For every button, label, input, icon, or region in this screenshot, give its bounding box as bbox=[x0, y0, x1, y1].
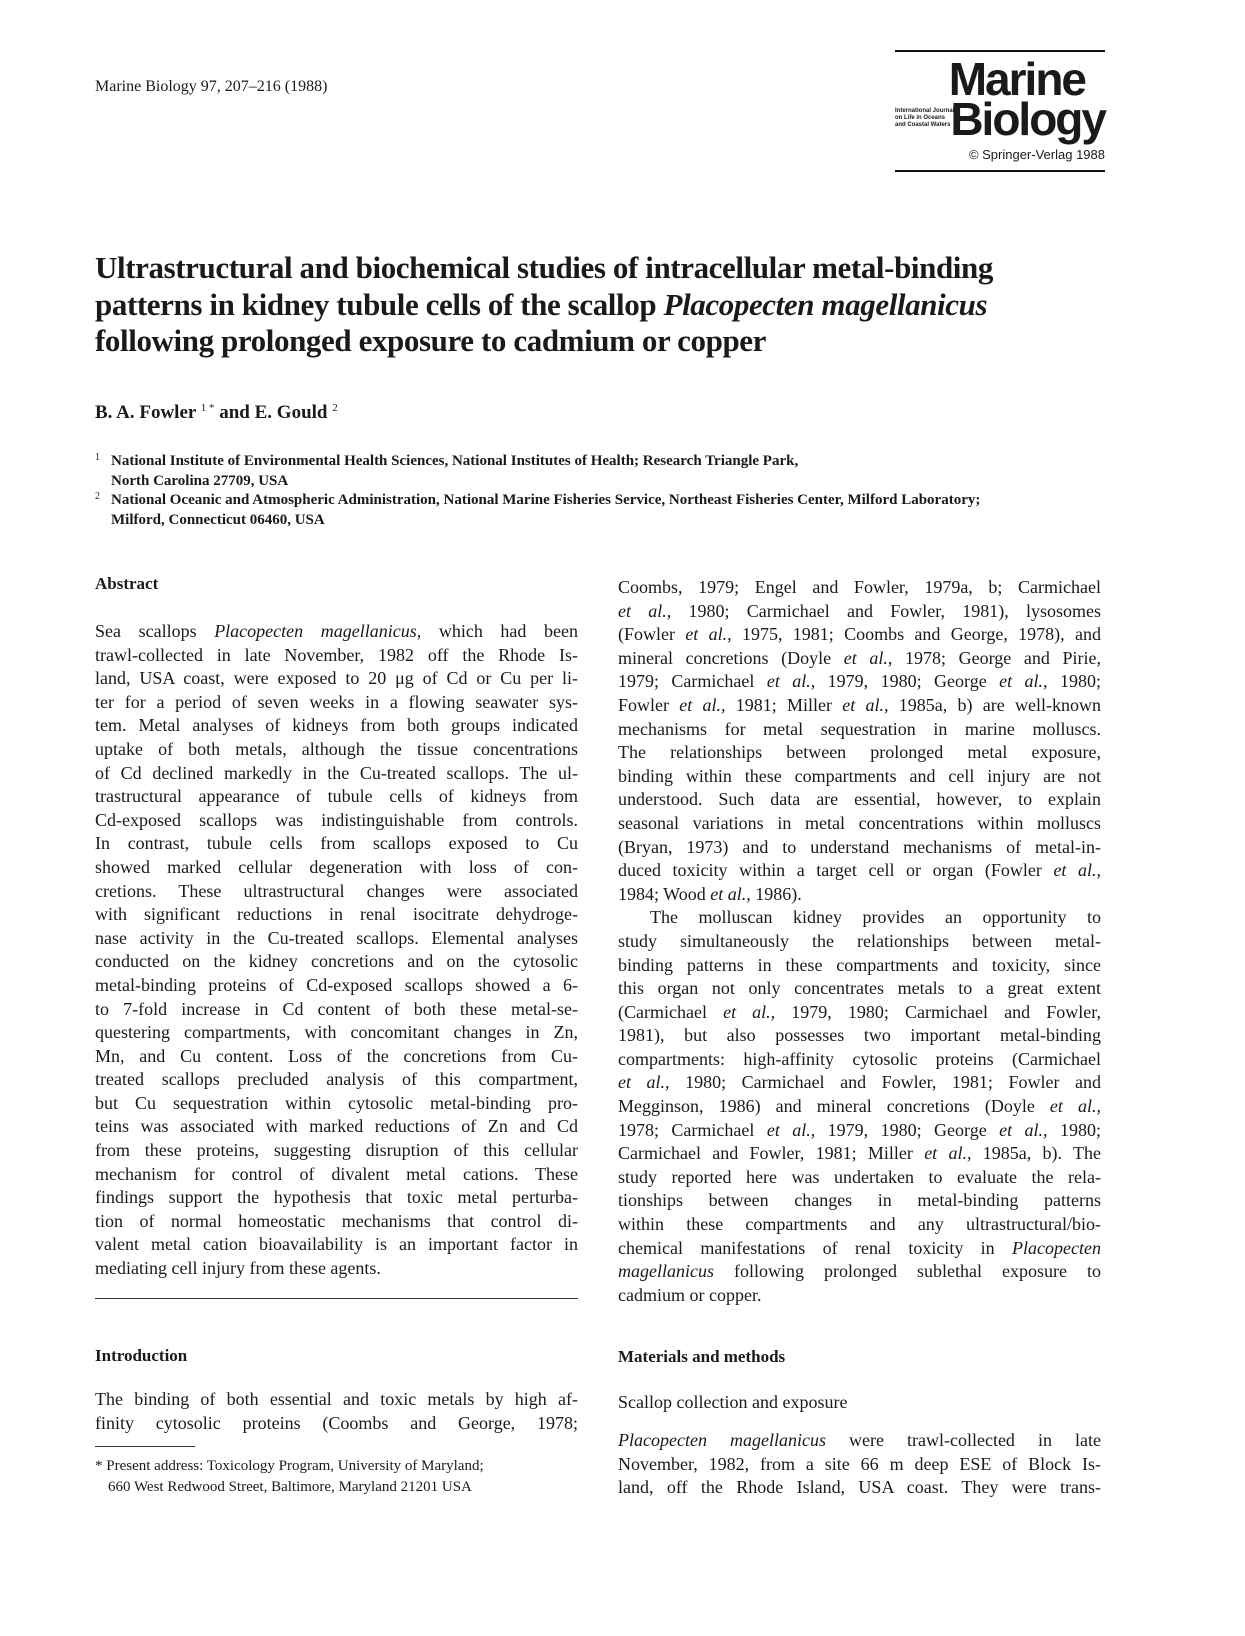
text-line: treated scallops precluded analysis of this compartment, bbox=[95, 1069, 578, 1090]
text-line: tionships between changes in metal-binding patterns bbox=[618, 1190, 1101, 1211]
text-line: (Fowler et al., 1975, 1981; Coombs and George, 1978), and bbox=[618, 624, 1101, 645]
text-line: Coombs, 1979; Engel and Fowler, 1979a, b; Carmichael bbox=[618, 577, 1101, 597]
title-line: patterns in kidney tubule cells of the scallop Placopecten magellanicus bbox=[95, 286, 988, 322]
text-line: land, USA coast, were exposed to 20 μg of Cd or Cu per li- bbox=[95, 668, 578, 689]
footnote bbox=[95, 1456, 578, 1498]
text-line: duced toxicity within a target cell or organ (Fowler et al., bbox=[618, 860, 1102, 881]
text-line: from these proteins, suggesting disruption of this cellular bbox=[95, 1140, 578, 1161]
logo-subtitle-line: and Coastal Waters bbox=[895, 122, 951, 128]
text-line: Carmichael and Fowler, 1981; Miller et al., 1985a, b). The bbox=[618, 1143, 1102, 1164]
text-line: In contrast, tubule cells from scallops exposed to Cu bbox=[95, 833, 578, 854]
text-line: binding within these compartments and cell injury are not bbox=[618, 765, 1101, 786]
abstract-rule bbox=[95, 1298, 578, 1299]
text-line: tion of normal homeostatic mechanisms that control di- bbox=[95, 1210, 578, 1231]
affiliation-text: National Institute of Environmental Health Sciences, National Institutes of Health; Research Triangle Park, bbox=[111, 453, 799, 469]
text-line: chemical manifestations of renal toxicity in Placopecten bbox=[618, 1237, 1101, 1258]
logo-biology: Biology bbox=[950, 93, 1105, 145]
italic-text: et al., bbox=[710, 883, 751, 904]
text-line: finity cytosolic proteins (Coombs and George, 1978; bbox=[95, 1412, 578, 1433]
text-line: Fowler et al., 1981; Miller et al., 1985a, b) are well-known bbox=[618, 694, 1101, 715]
abstract-heading: Abstract bbox=[95, 574, 159, 593]
text-line: questering compartments, with concomitant changes in Zn, bbox=[95, 1022, 578, 1043]
logo-marine: Marine bbox=[948, 53, 1085, 105]
text-line: cretions. These ultrastructural changes were associated bbox=[95, 880, 578, 901]
italic-text: et al., bbox=[679, 694, 726, 715]
text-line: et al., 1980; Carmichael and Fowler, 1981), lysosomes bbox=[618, 600, 1101, 621]
affiliation bbox=[95, 491, 1115, 530]
running-head: Marine Biology 97, 207–216 (1988) bbox=[95, 78, 328, 95]
text-line: tem. Metal analyses of kidneys from both groups indicated bbox=[95, 715, 578, 736]
text-line: study reported here was undertaken to evaluate the rela- bbox=[618, 1166, 1101, 1187]
logo-top-rule bbox=[895, 50, 1105, 52]
text-line: binding patterns in these compartments and toxicity, since bbox=[618, 954, 1101, 975]
text-line: to 7-fold increase in Cd content of both these metal-se- bbox=[95, 998, 578, 1019]
methods-body bbox=[618, 1429, 1101, 1500]
text-line: within these compartments and any ultrastructural/bio- bbox=[618, 1214, 1101, 1235]
text-line: of Cd declined markedly in the Cu-treated scallops. The ul- bbox=[95, 762, 578, 783]
italic-text: et al., bbox=[685, 624, 732, 645]
text-line: mechanisms for metal sequestration in marine molluscs. bbox=[618, 718, 1101, 739]
text-line: magellanicus following prolonged sublethal exposure to bbox=[618, 1261, 1101, 1282]
italic-text: Placopecten magellanicus bbox=[618, 1430, 826, 1450]
introduction-heading: Introduction bbox=[95, 1346, 188, 1365]
logo-subtitle-line: on Life in Oceans bbox=[895, 115, 946, 121]
italic-text: et al., bbox=[618, 600, 672, 621]
affiliations bbox=[95, 452, 1115, 530]
affiliation-text: National Oceanic and Atmospheric Administration, National Marine Fisheries Service, Northeast Fisheries Center, Milford Laboratory; bbox=[111, 492, 981, 508]
author-mark: 1 * bbox=[200, 402, 215, 414]
text-line: ter for a period of seven weeks in a flowing seawater sys- bbox=[95, 691, 578, 712]
footnote-line: 660 West Redwood Street, Baltimore, Maryland 21201 USA bbox=[108, 1479, 472, 1495]
text-line: study simultaneously the relationships between metal- bbox=[618, 930, 1101, 951]
text-line: metal-binding proteins of Cd-exposed scallops showed a 6- bbox=[95, 974, 578, 995]
affiliation-text: North Carolina 27709, USA bbox=[111, 472, 289, 489]
italic-text: et al., bbox=[1049, 1096, 1101, 1117]
footnote-line: * Present address: Toxicology Program, University of Maryland; bbox=[95, 1458, 484, 1474]
text-line: Cd-exposed scallops was indistinguishable from controls. bbox=[95, 809, 578, 830]
italic-text: et al., bbox=[999, 671, 1048, 692]
text-line: this organ not only concentrates metals to a great extent bbox=[618, 978, 1101, 999]
italic-text: magellanicus bbox=[618, 1261, 714, 1282]
text-line: conducted on the kidney concretions and on the cytosolic bbox=[95, 951, 578, 972]
abstract-body bbox=[95, 620, 578, 1281]
text-line: uptake of both metals, although the tissue concentrations bbox=[95, 738, 578, 759]
text-line: The binding of both essential and toxic metals by high af- bbox=[95, 1389, 578, 1409]
title-line: Ultrastructural and biochemical studies of intracellular metal-binding bbox=[95, 250, 993, 285]
italic-text: et al., bbox=[766, 1119, 816, 1140]
methods-heading: Materials and methods bbox=[618, 1347, 786, 1366]
text-line: mineral concretions (Doyle et al., 1978; George and Pirie, bbox=[618, 647, 1101, 668]
italic-text: et al., bbox=[723, 1001, 776, 1022]
paragraph bbox=[95, 620, 578, 1281]
author-conjunction: and bbox=[214, 402, 255, 423]
italic-text: Placopecten magellanicus, bbox=[214, 621, 422, 641]
text-line: mechanism for control of divalent metal cations. These bbox=[95, 1163, 578, 1184]
text-line: November, 1982, from a site 66 m deep ESE of Block Is- bbox=[618, 1453, 1101, 1474]
text-line: compartments: high-affinity cytosolic proteins (Carmichael bbox=[618, 1048, 1101, 1069]
text-line: valent metal cation bioavailability is an important factor in bbox=[95, 1234, 578, 1255]
authors bbox=[95, 402, 338, 424]
text-line: showed marked cellular degeneration with loss of con- bbox=[95, 856, 578, 877]
text-line: Mn, and Cu content. Loss of the concretions from Cu- bbox=[95, 1045, 578, 1066]
author-mark: 2 bbox=[332, 402, 338, 414]
text-line: The molluscan kidney provides an opportunity to bbox=[650, 907, 1101, 928]
author-name: E. Gould bbox=[254, 402, 328, 423]
italic-text: et al., bbox=[924, 1143, 972, 1164]
italic-text: Placopecten bbox=[1012, 1237, 1101, 1258]
italic-text: et al., bbox=[618, 1072, 670, 1093]
text-line: Placopecten magellanicus were trawl-collected in late bbox=[618, 1430, 1101, 1450]
text-line: understood. Such data are essential, however, to explain bbox=[618, 789, 1101, 810]
text-line: (Bryan, 1973) and to understand mechanisms of metal-in- bbox=[618, 836, 1101, 857]
text-line: nase activity in the Cu-treated scallops. Elemental analyses bbox=[95, 927, 578, 948]
affiliation-number: 1 bbox=[95, 452, 100, 463]
text-line: The relationships between prolonged metal exposure, bbox=[618, 742, 1101, 763]
italic-text: et al., bbox=[843, 647, 893, 668]
text-line: Megginson, 1986) and mineral concretions (Doyle et al., bbox=[618, 1096, 1101, 1117]
title-line: following prolonged exposure to cadmium or copper bbox=[95, 323, 767, 358]
author-name: B. A. Fowler bbox=[95, 402, 196, 423]
text-line: (Carmichael et al., 1979, 1980; Carmichael and Fowler, bbox=[618, 1001, 1101, 1022]
paper-title bbox=[95, 250, 1115, 360]
copyright: © Springer-Verlag 1988 bbox=[968, 147, 1105, 162]
text-line: with significant reductions in renal isocitrate dehydroge- bbox=[95, 904, 578, 925]
methods-subheading: Scallop collection and exposure bbox=[618, 1392, 848, 1412]
paragraph bbox=[618, 576, 1101, 906]
text-line: cadmium or copper. bbox=[618, 1284, 762, 1305]
text-line: seasonal variations in metal concentrations within molluscs bbox=[618, 812, 1101, 833]
italic-text: et al., bbox=[999, 1119, 1048, 1140]
italic-text: et al., bbox=[1053, 860, 1102, 881]
text-line: 1979; Carmichael et al., 1979, 1980; George et al., 1980; bbox=[618, 671, 1101, 692]
text-line: but Cu sequestration within cytosolic metal-binding pro- bbox=[95, 1092, 578, 1113]
text-line: et al., 1980; Carmichael and Fowler, 1981; Fowler and bbox=[618, 1072, 1101, 1093]
italic-text: et al., bbox=[842, 694, 889, 715]
logo-subtitle-line: International Journal bbox=[895, 108, 955, 114]
logo-bottom-rule bbox=[895, 170, 1105, 172]
paragraph bbox=[618, 906, 1101, 1307]
text-line: trastructural appearance of tubule cells of kidneys from bbox=[95, 786, 578, 807]
journal-logo bbox=[895, 50, 1105, 172]
logo-subtitle bbox=[895, 108, 954, 129]
text-line: land, off the Rhode Island, USA coast. They were trans- bbox=[618, 1477, 1101, 1498]
text-line: findings support the hypothesis that toxic metal perturba- bbox=[95, 1187, 578, 1208]
affiliation bbox=[95, 452, 1115, 491]
affiliation-number: 2 bbox=[95, 491, 100, 502]
text-line: mediating cell injury from these agents. bbox=[95, 1258, 381, 1279]
text-line: Sea scallops Placopecten magellanicus, which had been bbox=[95, 621, 578, 641]
italic-text: et al., bbox=[766, 671, 816, 692]
text-line: trawl-collected in late November, 1982 off the Rhode Is- bbox=[95, 644, 578, 665]
italic-text: Placopecten magellanicus bbox=[663, 286, 988, 322]
introduction-body bbox=[95, 1388, 578, 1435]
footnote-rule bbox=[95, 1446, 195, 1447]
introduction-continued bbox=[618, 576, 1101, 1307]
text-line: 1984; Wood et al., 1986). bbox=[618, 883, 802, 904]
text-line: 1978; Carmichael et al., 1979, 1980; George et al., 1980; bbox=[618, 1119, 1101, 1140]
affiliation-text: Milford, Connecticut 06460, USA bbox=[111, 511, 325, 528]
text-line: teins was associated with marked reductions of Zn and Cd bbox=[95, 1116, 578, 1137]
text-line: 1981), but also possesses two important metal-binding bbox=[618, 1025, 1101, 1046]
